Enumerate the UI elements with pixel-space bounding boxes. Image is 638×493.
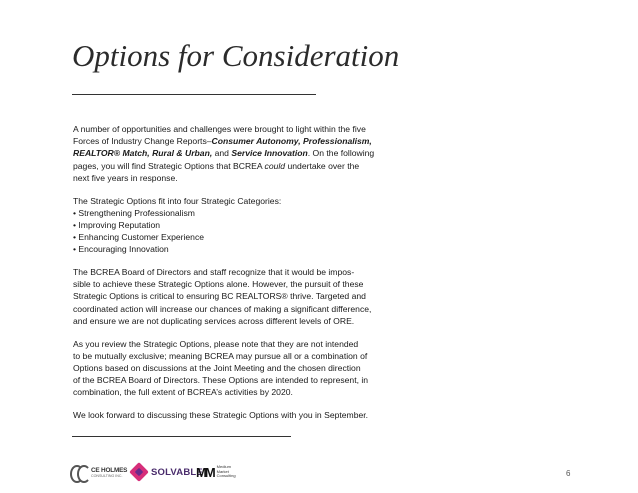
text-line — [73, 374, 403, 386]
mm-line-3: Consulting — [216, 473, 236, 479]
emphasis-text: REALTOR® Match, Rural & Urban, — [73, 148, 213, 159]
page-number: 6 — [566, 469, 571, 478]
text-run: • Improving Reputation — [73, 219, 161, 230]
text-run: Options based on discussions at the Joint Meeting and the chosen direction — [73, 362, 361, 373]
text-line — [73, 231, 403, 243]
text-line — [73, 362, 403, 374]
mm-line-2: Market — [216, 468, 229, 474]
text-run: next five years in response. — [73, 172, 178, 183]
text-run: As you review the Strategic Options, please note that they are not intended — [73, 338, 359, 349]
emphasis-text: Consumer Autonomy, Professionalism, — [211, 136, 372, 147]
solvable-name: SOLVABLE — [151, 466, 203, 478]
text-line — [73, 303, 403, 315]
medium-market-logo — [196, 460, 236, 484]
text-line — [73, 266, 403, 278]
footer-logos — [70, 460, 370, 484]
paragraph — [73, 338, 403, 399]
text-line — [73, 278, 403, 290]
text-run: • Strengthening Professionalism — [73, 207, 195, 218]
ce-holmes-mark-icon — [70, 463, 88, 481]
text-run: Forces of Industry Change Reports– — [73, 136, 212, 147]
text-line — [73, 147, 403, 159]
text-run: The Strategic Options fit into four Strategic Categories: — [73, 195, 282, 206]
paragraph — [73, 195, 403, 256]
text-line — [73, 207, 403, 219]
solvable-mark-icon — [129, 462, 149, 482]
footer-divider — [72, 436, 291, 437]
text-line — [73, 172, 403, 184]
text-line — [73, 338, 403, 350]
text-line — [73, 386, 403, 398]
text-run: The BCREA Board of Directors and staff recognize that it would be impos- — [73, 267, 355, 278]
text-run: coordinated action will increase our chances of making a significant difference, — [73, 303, 372, 314]
medium-market-mark-icon: MM — [196, 464, 214, 480]
paragraph — [73, 409, 403, 421]
text-run: sible to achieve these Strategic Options alone. However, the pursuit of these — [73, 279, 364, 290]
mm-line-1: Medium — [216, 464, 231, 470]
ce-holmes-sub: CONSULTING INC. — [91, 473, 123, 478]
text-run: to be mutually exclusive; meaning BCREA may pursue all or a combination of — [73, 350, 368, 361]
emphasis-text: Service Innovation — [231, 148, 308, 159]
text-run: and ensure we are not duplicating services across different levels of ORE. — [73, 315, 355, 326]
text-line — [73, 409, 403, 421]
paragraph — [73, 123, 403, 184]
text-run: of the BCREA Board of Directors. These Options are intended to represent, in — [73, 375, 369, 386]
ce-holmes-logo — [70, 460, 127, 484]
text-run: A number of opportunities and challenges were brought to light within the five — [73, 124, 366, 134]
page-title: Options for Consideration — [72, 38, 400, 73]
text-run: . On the following — [307, 148, 375, 159]
text-run: • Encouraging Innovation — [73, 244, 169, 255]
solvable-logo — [132, 460, 203, 484]
text-run: and — [212, 148, 232, 159]
emphasis-text: could — [264, 160, 286, 171]
text-run: We look forward to discussing these Strategic Options with you in September. — [73, 410, 369, 421]
text-line — [73, 350, 403, 362]
text-line — [73, 160, 403, 172]
text-run: undertake over the — [285, 160, 360, 171]
ce-holmes-name: CE HOLMES — [91, 466, 128, 474]
text-line — [73, 135, 403, 147]
text-line — [73, 290, 403, 302]
text-line — [73, 195, 403, 207]
text-line — [73, 243, 403, 255]
paragraph — [73, 266, 403, 327]
body-text — [73, 123, 403, 432]
text-line — [73, 219, 403, 231]
text-line — [73, 315, 403, 327]
text-run: • Enhancing Customer Experience — [73, 232, 205, 243]
text-run: combination, the full extent of BCREA’s activities by 2020. — [73, 387, 293, 398]
text-run: Strategic Options is critical to ensuring BC REALTORS® thrive. Targeted and — [73, 291, 366, 302]
text-run: pages, you will find Strategic Options that BCREA — [73, 160, 265, 171]
title-divider — [72, 94, 316, 95]
text-line — [73, 123, 403, 135]
